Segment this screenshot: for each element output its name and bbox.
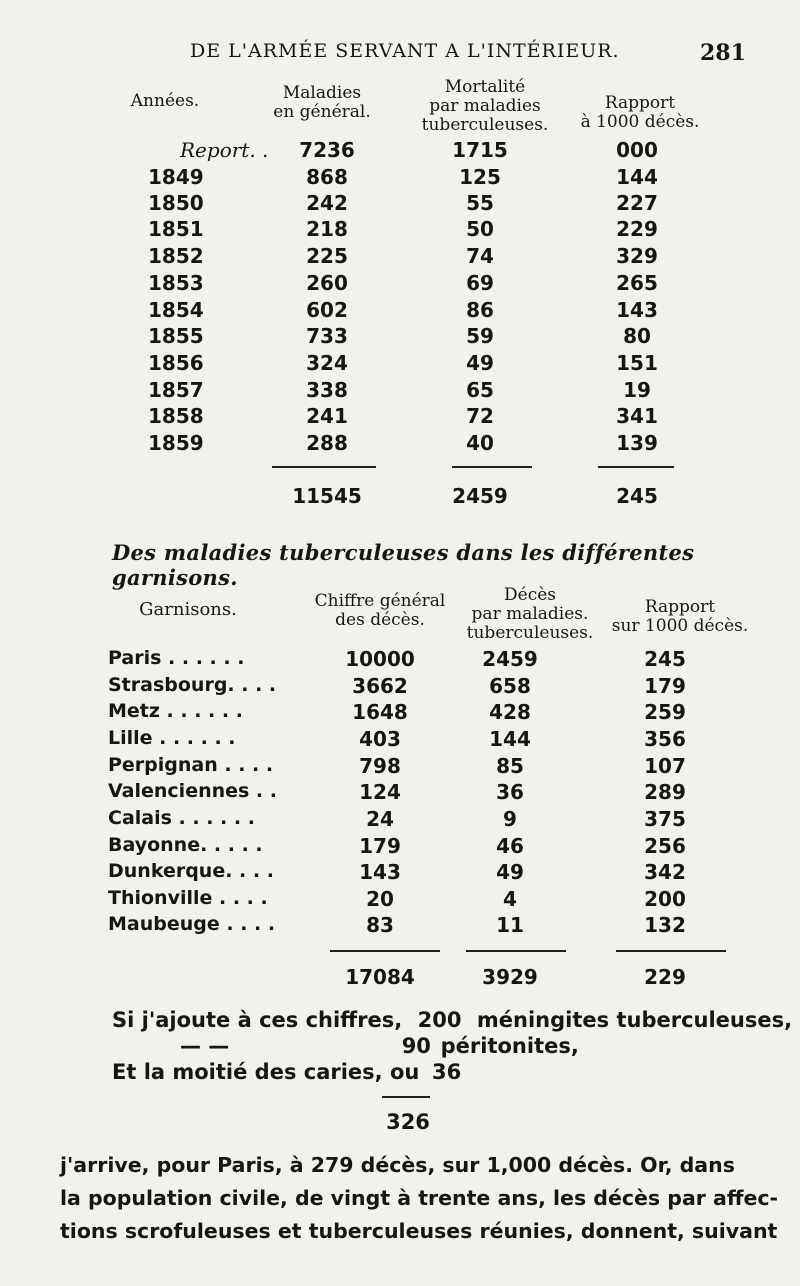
cell-year: 1856: [148, 351, 204, 375]
running-header: DE L'ARMÉE SERVANT A L'INTÉRIEUR.: [190, 40, 620, 62]
total-rapport: 229: [644, 965, 686, 989]
paragraph-line: j'arrive, pour Paris, à 279 décès, sur 1,000 décès. Or, dans: [60, 1153, 735, 1177]
total-rule: [272, 466, 376, 468]
cell-garnison: Maubeuge . . . .: [108, 913, 276, 935]
total-rapport: 245: [616, 484, 658, 508]
cell-total: 3662: [352, 674, 408, 698]
cell-rapport: 200: [644, 887, 686, 911]
col-header-garnisons: Garnisons.: [139, 599, 237, 620]
total-rule: [330, 950, 440, 952]
table-row: [0, 913, 800, 939]
cell-tuberculeuses: 428: [489, 700, 531, 724]
total-rule: [598, 466, 674, 468]
cell-maladies: 241: [306, 404, 348, 428]
cell-tuberculeuses: 72: [466, 404, 494, 428]
cell-rapport: 151: [616, 351, 658, 375]
cell-garnison: Strasbourg. . . .: [108, 674, 277, 696]
cell-year: 1850: [148, 191, 204, 215]
cell-rapport: 256: [644, 834, 686, 858]
table-row: [0, 298, 800, 326]
cell-total: 10000: [345, 647, 415, 671]
col-header-deces: Décès par maladies. tuberculeuses.: [466, 585, 594, 643]
table-row: [0, 647, 800, 673]
table1-report-row: [0, 138, 800, 166]
table-row: [0, 404, 800, 432]
cell-total: 179: [359, 834, 401, 858]
cell-rapport: 341: [616, 404, 658, 428]
addition-line-1: Si j'ajoute à ces chiffres, 200 méningites tuberculeuses,: [112, 1008, 793, 1032]
cell-rapport: 329: [616, 244, 658, 268]
cell-rapport: 000: [616, 138, 658, 162]
cell-garnison: Valenciennes . .: [108, 780, 277, 802]
table-row: [0, 754, 800, 780]
table-row: [0, 165, 800, 193]
cell-maladies: 733: [306, 324, 348, 348]
addition-sum: 326: [386, 1110, 430, 1134]
col-header-chiffre: Chiffre général des décès.: [314, 591, 446, 630]
cell-garnison: Lille . . . . . .: [108, 727, 236, 749]
cell-rapport: 19: [623, 378, 651, 402]
total-rule: [466, 950, 566, 952]
total-tuberculeuses: 3929: [482, 965, 538, 989]
cell-tuberculeuses: 50: [466, 217, 494, 241]
table1-totals-row: [0, 484, 800, 512]
cell-rapport: 179: [644, 674, 686, 698]
addition-line-2: — — 90 péritonites,: [180, 1034, 579, 1058]
cell-total: 1648: [352, 700, 408, 724]
cell-year: 1849: [148, 165, 204, 189]
cell-garnison: Metz . . . . . .: [108, 700, 243, 722]
total-rule: [616, 950, 726, 952]
col-header-maladies: Maladies en général.: [273, 83, 371, 122]
cell-year: 1857: [148, 378, 204, 402]
cell-maladies: 324: [306, 351, 348, 375]
cell-rapport: 265: [616, 271, 658, 295]
cell-maladies: 260: [306, 271, 348, 295]
cell-maladies: 338: [306, 378, 348, 402]
total-maladies: 11545: [292, 484, 362, 508]
table-row: [0, 378, 800, 406]
cell-maladies: 242: [306, 191, 348, 215]
cell-maladies: 218: [306, 217, 348, 241]
cell-total: 24: [366, 807, 394, 831]
cell-garnison: Perpignan . . . .: [108, 754, 274, 776]
table-row: [0, 860, 800, 886]
cell-maladies: 225: [306, 244, 348, 268]
cell-maladies: 868: [306, 165, 348, 189]
cell-total: 124: [359, 780, 401, 804]
cell-rapport: 107: [644, 754, 686, 778]
cell-rapport: 227: [616, 191, 658, 215]
cell-rapport: 356: [644, 727, 686, 751]
cell-total: 798: [359, 754, 401, 778]
table-row: [0, 271, 800, 299]
cell-garnison: Calais . . . . . .: [108, 807, 255, 829]
table-row: [0, 887, 800, 913]
cell-tuberculeuses: 49: [496, 860, 524, 884]
cell-rapport: 289: [644, 780, 686, 804]
cell-total: 83: [366, 913, 394, 937]
table-row: [0, 191, 800, 219]
table-row: [0, 217, 800, 245]
cell-tuberculeuses: 1715: [452, 138, 508, 162]
cell-tuberculeuses: 86: [466, 298, 494, 322]
cell-tuberculeuses: 49: [466, 351, 494, 375]
cell-year: 1858: [148, 404, 204, 428]
total-chiffre: 17084: [345, 965, 415, 989]
cell-rapport: 143: [616, 298, 658, 322]
cell-garnison: Bayonne. . . . .: [108, 834, 263, 856]
cell-tuberculeuses: 46: [496, 834, 524, 858]
cell-tuberculeuses: 59: [466, 324, 494, 348]
table-row: [0, 324, 800, 352]
table2-totals-row: [0, 965, 800, 991]
cell-garnison: Paris . . . . . .: [108, 647, 245, 669]
cell-maladies: 288: [306, 431, 348, 455]
table-row: [0, 727, 800, 753]
cell-tuberculeuses: 65: [466, 378, 494, 402]
cell-tuberculeuses: 69: [466, 271, 494, 295]
total-tuberculeuses: 2459: [452, 484, 508, 508]
table-row: [0, 674, 800, 700]
cell-total: 20: [366, 887, 394, 911]
section-title: Des maladies tuberculeuses dans les différentes garnisons.: [112, 540, 695, 590]
cell-year: 1854: [148, 298, 204, 322]
cell-year: 1852: [148, 244, 204, 268]
page-number: 281: [700, 40, 746, 66]
sum-rule: [382, 1096, 430, 1098]
addition-line-3: Et la moitié des caries, ou 36: [112, 1060, 462, 1084]
cell-tuberculeuses: 2459: [482, 647, 538, 671]
table-row: [0, 431, 800, 459]
cell-tuberculeuses: 40: [466, 431, 494, 455]
table-row: [0, 780, 800, 806]
cell-garnison: Dunkerque. . . .: [108, 860, 274, 882]
cell-rapport: 375: [644, 807, 686, 831]
col-header-rapport: Rapport sur 1000 décès.: [611, 597, 749, 636]
cell-rapport: 229: [616, 217, 658, 241]
cell-year: 1859: [148, 431, 204, 455]
cell-maladies: 602: [306, 298, 348, 322]
cell-rapport: 144: [616, 165, 658, 189]
cell-total: 403: [359, 727, 401, 751]
table-row: [0, 244, 800, 272]
cell-tuberculeuses: 85: [496, 754, 524, 778]
cell-tuberculeuses: 658: [489, 674, 531, 698]
cell-total: 143: [359, 860, 401, 884]
table-row: [0, 700, 800, 726]
col-header-rapport: Rapport à 1000 décès.: [580, 93, 700, 132]
cell-tuberculeuses: 55: [466, 191, 494, 215]
cell-year: 1851: [148, 217, 204, 241]
cell-tuberculeuses: 11: [496, 913, 524, 937]
cell-tuberculeuses: 4: [503, 887, 517, 911]
cell-year: 1855: [148, 324, 204, 348]
cell-tuberculeuses: 125: [459, 165, 501, 189]
total-rule: [452, 466, 532, 468]
cell-tuberculeuses: 36: [496, 780, 524, 804]
table-row: [0, 351, 800, 379]
table-row: [0, 807, 800, 833]
cell-garnison: Thionville . . . .: [108, 887, 268, 909]
cell-tuberculeuses: 74: [466, 244, 494, 268]
col-header-years: Années.: [130, 91, 200, 111]
cell-year: 1853: [148, 271, 204, 295]
paragraph-line: la population civile, de vingt à trente ans, les décès par affec-: [60, 1186, 779, 1210]
cell-maladies: 7236: [299, 138, 355, 162]
col-header-mortalite: Mortalité par maladies tuberculeuses.: [421, 77, 549, 135]
cell-rapport: 80: [623, 324, 651, 348]
cell-rapport: 245: [644, 647, 686, 671]
cell-tuberculeuses: 144: [489, 727, 531, 751]
cell-rapport: 342: [644, 860, 686, 884]
paragraph-line: tions scrofuleuses et tuberculeuses réunies, donnent, suivant: [60, 1219, 778, 1243]
table-row: [0, 834, 800, 860]
report-label: Report. .: [180, 138, 269, 162]
cell-rapport: 132: [644, 913, 686, 937]
cell-rapport: 139: [616, 431, 658, 455]
cell-tuberculeuses: 9: [503, 807, 517, 831]
cell-rapport: 259: [644, 700, 686, 724]
